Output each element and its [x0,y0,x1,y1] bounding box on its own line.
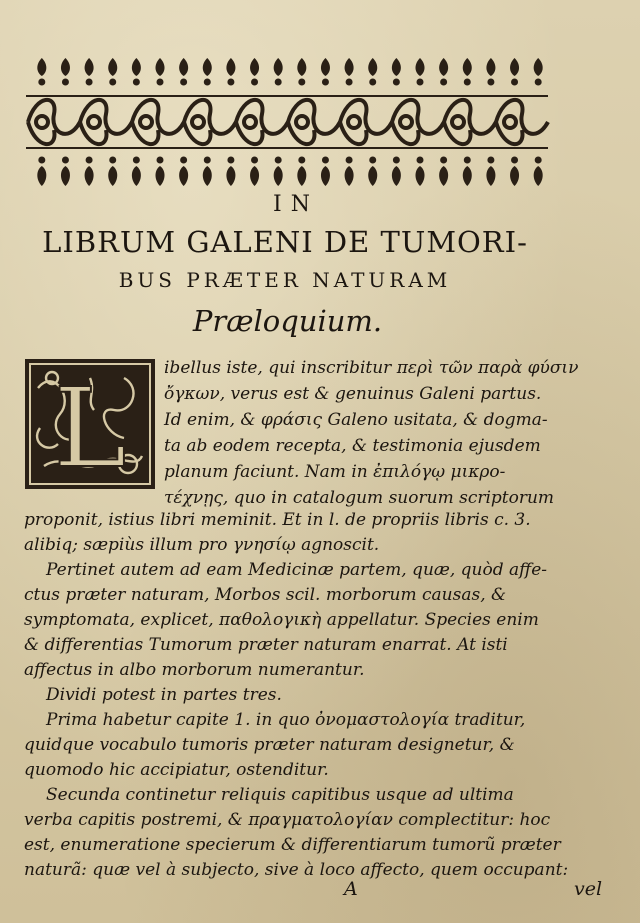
fleuron-dot [322,79,329,86]
section-heading: Præloquium. [192,304,383,338]
scroll [392,100,444,134]
scroll [80,100,132,134]
fleuron-dot [62,79,69,86]
scroll [496,122,522,144]
text-line: Dividi potest in partes tres. [46,685,282,705]
scroll [288,122,314,144]
fleuron [463,166,472,186]
decorated-initial [24,358,156,490]
scroll [340,122,366,144]
scroll [236,122,262,144]
text-line: ibellus iste, qui inscribitur περὶ τῶν παρὰ φύσιν [164,358,579,378]
fleuron [297,166,306,186]
fleuron-dot [133,79,140,86]
fleuron-dot [393,157,400,164]
fleuron-dot [109,157,116,164]
text-line: quomodo hic accipiatur, ostenditur. [24,760,329,780]
ornament-bottom-row [37,157,542,187]
text-line: naturã: quæ vel à subjecto, sive à loco affecto, quem occupant: [24,860,569,880]
text-line: quidque vocabulo tumoris præter naturam designetur, & [24,735,515,755]
fleuron [85,58,94,76]
fleuron [37,166,46,186]
ornament-top-row [37,58,542,86]
fleuron-dot [180,157,187,164]
fleuron [179,58,188,76]
scroll-eye [504,116,516,128]
fleuron [203,58,212,76]
fleuron [368,58,377,76]
fleuron [416,166,425,186]
fleuron-dot [369,157,376,164]
fleuron [108,166,117,186]
scroll [132,100,184,134]
fleuron [368,166,377,186]
fleuron [250,58,259,76]
scroll [392,122,418,144]
fleuron-dot [86,157,93,164]
fleuron-dot [298,79,305,86]
fleuron-dot [251,79,258,86]
fleuron-dot [251,157,258,164]
fleuron [345,58,354,76]
fleuron-dot [157,157,164,164]
fleuron-dot [464,157,471,164]
scroll [444,122,470,144]
scroll [28,100,80,134]
fleuron-dot [511,157,518,164]
scroll-eye [452,116,464,128]
fleuron [132,58,141,76]
fleuron [510,58,519,76]
fleuron [534,166,543,186]
fleuron-dot [180,79,187,86]
fleuron [486,166,495,186]
fleuron [463,58,472,76]
scroll [184,100,236,134]
fleuron [297,58,306,76]
text-line: Id enim, & φράσις Galeno usitata, & dogma- [164,410,548,430]
scroll-eye [244,116,256,128]
fleuron [85,166,94,186]
fleuron-dot [38,79,45,86]
scroll [496,100,548,134]
fleuron [226,166,235,186]
fleuron-dot [346,157,353,164]
scroll [184,122,210,144]
text-line: τέχνῃς, quo in catalogum suorum scriptorum [164,488,555,508]
fleuron [108,58,117,76]
fleuron [156,166,165,186]
text-line: est, enumeratione specierum & differentiarum tumorũ præter [24,835,561,855]
fleuron-dot [440,79,447,86]
heading-in: IN [273,192,319,217]
scroll [236,100,288,134]
fleuron [392,58,401,76]
fleuron-dot [275,157,282,164]
scroll [444,100,496,134]
text-line: ctus præter naturam, Morbos scil. morborum causas, & [24,585,507,605]
scroll [80,122,106,144]
text-line: alibiq; sæpiùs illum pro γνησίῳ agnoscit. [24,535,380,555]
text-line: planum faciunt. Nam in ἐπιλόγῳ μικρο- [164,462,506,482]
fleuron-dot [62,157,69,164]
fleuron-dot [535,79,542,86]
fleuron [510,166,519,186]
scroll-eye [348,116,360,128]
text-line: symptomata, explicet, παθολογικὴ appellatur. Species enim [24,610,539,630]
scroll-eye [400,116,412,128]
fleuron-dot [227,79,234,86]
ornament-scroll-band [26,96,548,148]
fleuron-dot [227,157,234,164]
fleuron [321,166,330,186]
scroll [288,100,340,134]
fleuron-dot [535,157,542,164]
fleuron-dot [511,79,518,86]
fleuron-dot [86,79,93,86]
fleuron [534,58,543,76]
fleuron [392,166,401,186]
scroll-eye [36,116,48,128]
fleuron-dot [487,79,494,86]
fleuron-dot [298,157,305,164]
text-line: ta ab eodem recepta, & testimonia ejusdem [164,436,541,456]
fleuron [486,58,495,76]
fleuron [250,166,259,186]
scroll [28,122,54,144]
fleuron [37,58,46,76]
text-line: & differentias Tumorum præter naturam enarrat. At isti [24,635,508,655]
initial-letter: L [53,364,127,490]
text-line: Prima habetur capite 1. in quo ὀνομαστολογία traditur, [46,710,526,730]
fleuron [61,58,70,76]
fleuron [226,58,235,76]
fleuron [321,58,330,76]
fleuron-dot [440,157,447,164]
scroll-eye [88,116,100,128]
fleuron-dot [133,157,140,164]
fleuron-dot [275,79,282,86]
text-line: verba capitis postremi, & πραγματολογίαν complectitur: hoc [24,810,551,830]
scroll-eye [296,116,308,128]
fleuron [203,166,212,186]
fleuron [439,58,448,76]
fleuron [345,166,354,186]
fleuron [61,166,70,186]
fleuron-dot [393,79,400,86]
fleuron [156,58,165,76]
fleuron-dot [346,79,353,86]
text-line: ὄγκων, verus est & genuinus Galeni partus. [164,384,542,404]
fleuron-dot [157,79,164,86]
text-line: affectus in albo morborum numerantur. [24,660,365,680]
fleuron [274,166,283,186]
fleuron [179,166,188,186]
fleuron-dot [322,157,329,164]
fleuron-dot [417,79,424,86]
scroll [340,100,392,134]
fleuron-dot [38,157,45,164]
text-line: Secunda continetur reliquis capitibus usque ad ultima [46,785,514,805]
fleuron-dot [204,79,211,86]
fleuron [274,58,283,76]
scroll-eye [140,116,152,128]
fleuron [439,166,448,186]
text-line: proponit, istius libri meminit. Et in l. de propriis libris c. 3. [24,510,531,530]
book-title: LIBRUM GALENI DE TUMORI- [42,225,528,259]
fleuron-dot [369,79,376,86]
fleuron-dot [464,79,471,86]
scroll [132,122,158,144]
fleuron-dot [487,157,494,164]
book-subtitle: BUS PRÆTER NATURAM [118,268,452,292]
catchword: vel [574,878,603,900]
ornament-band [22,52,552,192]
fleuron-dot [204,157,211,164]
fleuron-dot [109,79,116,86]
fleuron [132,166,141,186]
scroll-eye [192,116,204,128]
fleuron [416,58,425,76]
fleuron-dot [417,157,424,164]
signature-mark: A [344,878,358,900]
text-line: Pertinet autem ad eam Medicinæ partem, quæ, quòd affe- [46,560,548,580]
